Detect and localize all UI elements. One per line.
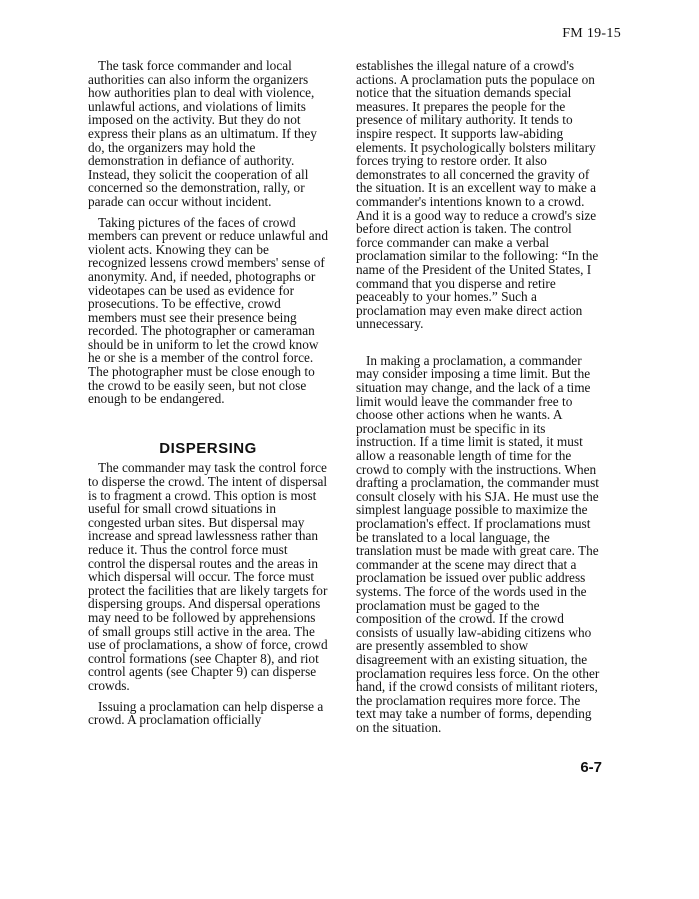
paragraph-gap: [356, 338, 600, 354]
paragraph-proclamation-nature: establishes the illegal nature of a crowd's actions. A proclamation puts the populace on notice that the situation demands special measures. It prepares the people for the presence of military authority. It tends to inspire respect. It supports law-abiding elements. It psychologically bolsters military forces trying to restore order. It also demonstrates to all concerned the gravity of the situation. It is an excellent way to make a commander's intentions known to a crowd. And it is a good way to reduce a crowd's size before direct action is taken. The control force commander can make a verbal proclamation similar to the following: “In the name of the President of the United States, I command that you disperse and retire peaceably to your homes.” Such a proclamation may even make direct action unnecessary.: [356, 58, 599, 332]
left-column: [88, 59, 328, 734]
document-code: FM 19-15: [562, 26, 621, 41]
paragraph-time-limit: In making a proclamation, a commander may consider imposing a time limit. But the situation may change, and the lack of a time limit would leave the commander free to choose other actions when he wants. A proclamation must be specific in its instruction. If a time limit is stated, it must allow a reasonable length of time for the crowd to comply with the instructions. When drafting a proclamation, the commander must consult closely with his SJA. He must use the simplest language possible to maximize the proclamation's effect. If proclamations must be translated to a local language, the translation must be made with great care. The commander at the scene may direct that a proclamation be issued over public address systems. The force of the words used in the proclamation must be gaged to the composition of the crowd. If the crowd consists of usually law-abiding citizens who are presently assembled to show disagreement with an existing situation, the proclamation requires less force. On the other hand, if the crowd consists of militant rioters, the proclamation requires more force. The text may take a number of forms, depending on the situation.: [356, 352, 600, 735]
paragraph-dispersal-task: The commander may task the control force to disperse the crowd. The intent of dispersal is to fragment a crowd. This option is most useful for small crowd situations in congested urban sites. But dispersal may increase and spread lawlessness rather than reduce it. Thus the control force must control the dispersal routes and the areas in which dispersal will occur. The force must protect the facilities that are likely targets for dispersing groups. And dispersal operations may need to be followed by apprehensions of small groups still active in the area. The use of proclamations, a show of force, crowd control formations (see Chapter 8), and riot control agents (see Chapter 9) can disperse crowds.: [88, 460, 328, 693]
paragraph-taking-pictures: Taking pictures of the faces of crowd members can prevent or reduce unlawful and violent acts. Knowing they can be recognized lessens crowd members' sense of anonymity. And, if needed, photographs or videotapes can be used as evidence for prosecutions. To be effective, crowd members must see their presence being recorded. The photographer or cameraman should be in uniform to let the crowd know he or she is a member of the control force. The photographer must be close enough to the crowd to be easily seen, but not close enough to be endangered.: [88, 214, 328, 407]
section-heading-dispersing: DISPERSING: [159, 439, 257, 457]
paragraph-issuing-proclamation: Issuing a proclamation can help disperse a crowd. A proclamation officially: [88, 698, 324, 728]
page-number: 6-7: [580, 759, 602, 776]
right-column: [356, 59, 600, 742]
paragraph-inform-organizers: The task force commander and local authorities can also inform the organizers how authorities plan to deal with violence, unlawful actions, and violations of limits imposed on the activity. But they do not express their plans as an ultimatum. If they do, the organizers may hold the demonstration in defiance of authority. Instead, they solicit the cooperation of all concerned so the demonstration, rally, or parade can occur without incident.: [88, 58, 317, 209]
